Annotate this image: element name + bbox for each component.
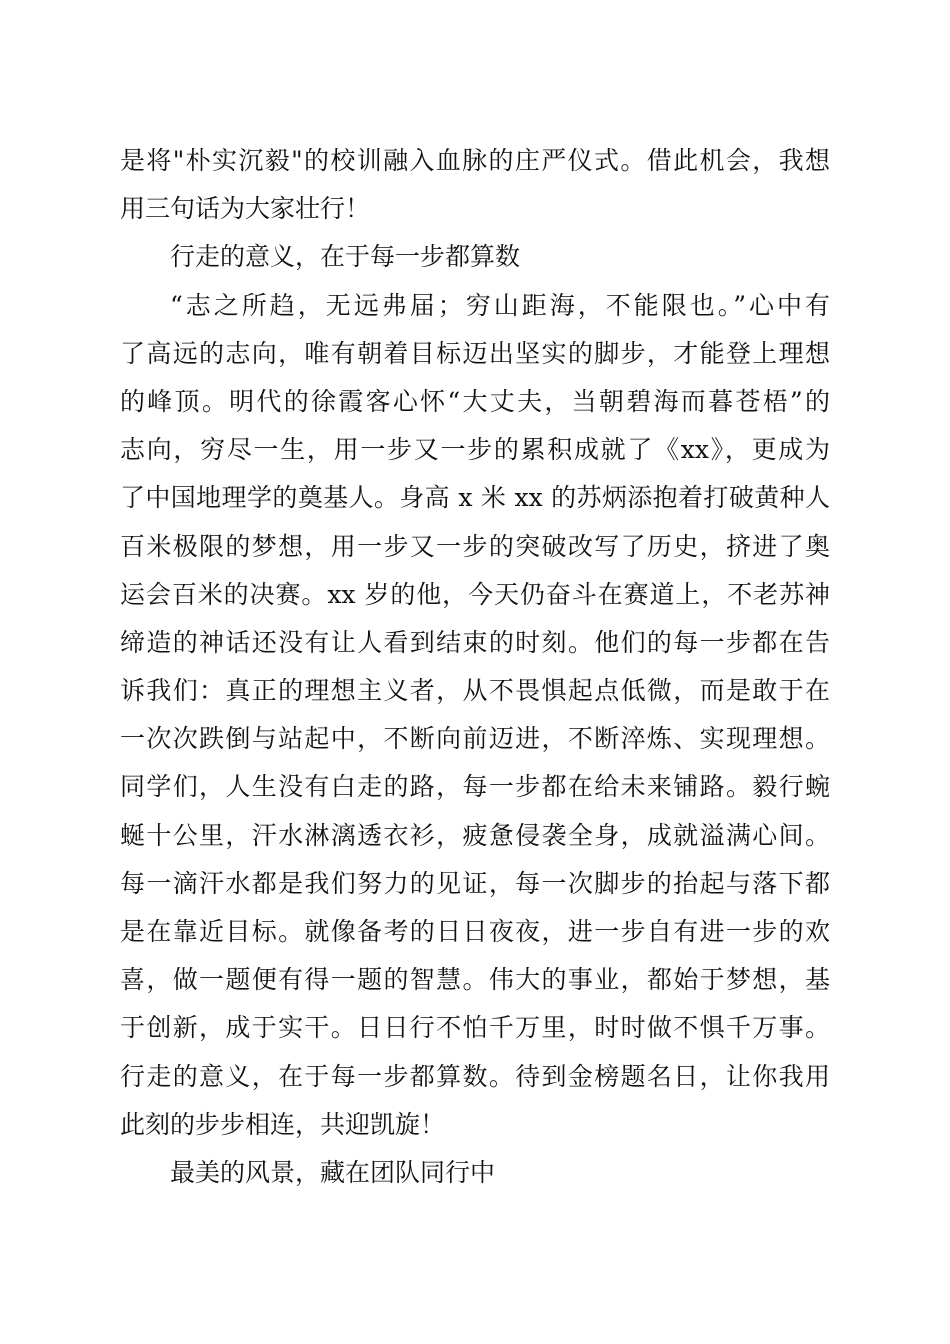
section-heading: 最美的风景，藏在团队同行中 (170, 1157, 496, 1187)
text-line: 一次次跌倒与站起中，不断向前迈进，不断淬炼、实现理想。 (120, 724, 830, 754)
text-line: 喜，做一题便有得一题的智慧。伟大的事业，都始于梦想，基 (120, 965, 830, 995)
text-line: 志向，穷尽一生，用一步又一步的累积成就了《xx》，更成为 (120, 435, 830, 465)
text-line: 每一滴汗水都是我们努力的见证，每一次脚步的抬起与落下都 (120, 868, 830, 898)
text-line: 蜒十公里，汗水淋漓透衣衫，疲惫侵袭全身，成就溢满心间。 (120, 820, 830, 850)
text-line: 于创新，成于实干。日日行不怕千万里，时时做不惧千万事。 (120, 1013, 830, 1043)
text-line: 行走的意义，在于每一步都算数。待到金榜题名日，让你我用 (120, 1061, 830, 1091)
text-line: 了中国地理学的奠基人。身高 x 米 xx 的苏炳添抱着打破黄种人 (120, 483, 830, 513)
text-line: 缔造的神话还没有让人看到结束的时刻。他们的每一步都在告 (120, 627, 830, 657)
text-line: 此刻的步步相连，共迎凯旋！ (120, 1109, 446, 1139)
text-line: 是在靠近目标。就像备考的日日夜夜，进一步自有进一步的欢 (120, 917, 830, 946)
body-text (120, 137, 830, 1197)
text-line: 用三句话为大家壮行！ (120, 194, 371, 224)
text-line: 的峰顶。明代的徐霞客心怀“大丈夫，当朝碧海而暮苍梧”的 (120, 386, 830, 416)
text-line: 运会百米的决赛。xx 岁的他，今天仍奋斗在赛道上，不老苏神 (120, 579, 830, 609)
paragraph-first-line: “志之所趋，无远弗届；穷山距海，不能限也。”心中有 (170, 290, 830, 320)
text-line: 了高远的志向，唯有朝着目标迈出坚实的脚步，才能登上理想 (120, 338, 830, 368)
text-line: 同学们，人生没有白走的路，每一步都在给未来铺路。毅行蜿 (120, 772, 830, 802)
text-line: 是将"朴实沉毅"的校训融入血脉的庄严仪式。借此机会，我想 (120, 146, 830, 175)
text-line: 诉我们：真正的理想主义者，从不畏惧起点低微，而是敢于在 (120, 676, 830, 706)
text-line: 百米极限的梦想，用一步又一步的突破改写了历史，挤进了奥 (120, 531, 830, 561)
section-heading: 行走的意义，在于每一步都算数 (170, 242, 521, 272)
